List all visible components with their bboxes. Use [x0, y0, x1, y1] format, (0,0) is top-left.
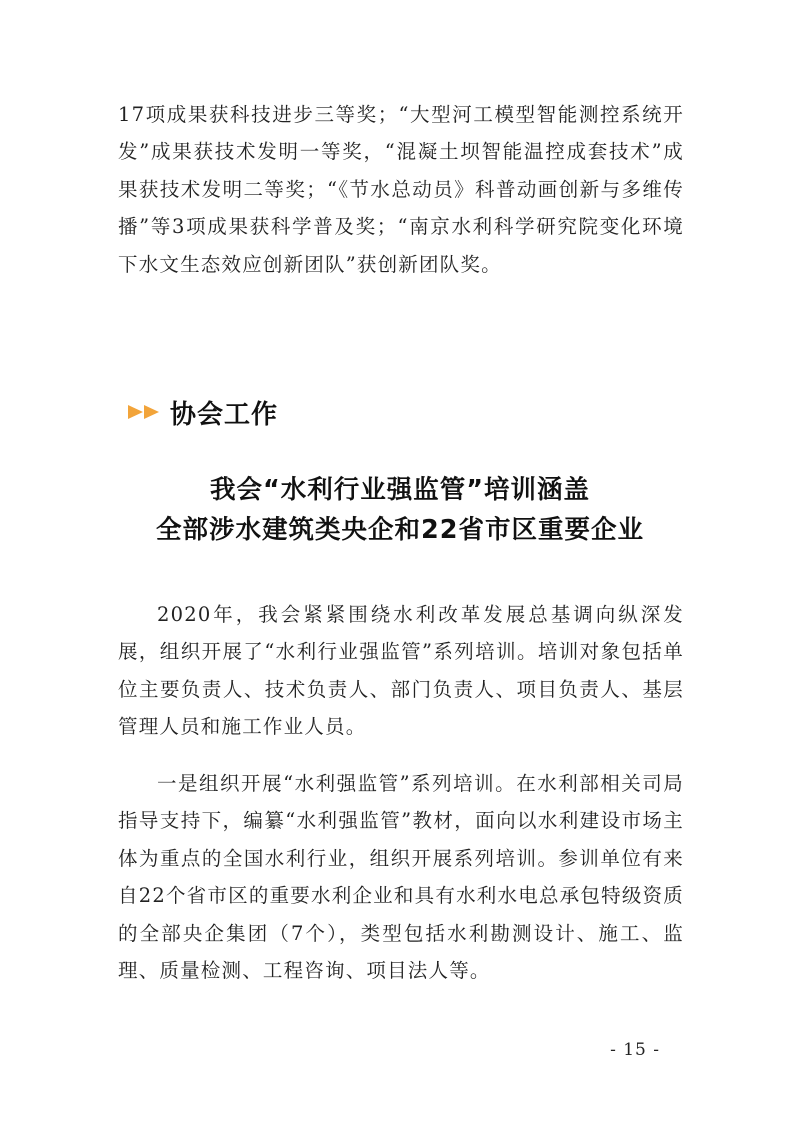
article-paragraph-1: 2020年，我会紧紧围绕水利改革发展总基调向纵深发展，组织开展了“水利行业强监管”系列培训。培训对象包括单位主要负责人、技术负责人、部门负责人、项目负责人、基层管理人员和施工作业人员。 [118, 603, 684, 739]
article-title-line-1: 我会“水利行业强监管”培训涵盖 [209, 475, 591, 505]
article-title [100, 470, 700, 550]
section-title: 协会工作 [170, 399, 279, 430]
page-number: - 15 - [610, 1040, 660, 1060]
section-heading [128, 392, 278, 432]
article-title-line-2: 全部涉水建筑类央企和22省市区重要企业 [156, 515, 644, 545]
intro-paragraph: 17项成果获科技进步三等奖；“大型河工模型智能测控系统开发”成果获技术发明一等奖，“混凝土坝智能温控成套技术”成果获技术发明二等奖；“《节水总动员》科普动画创新与多维传播”等3项成果获科学普及奖；“南京水利科学研究院变化环境下水文生态效应创新团队”获创新团队奖。 [118, 103, 684, 276]
article-paragraph-2: 一是组织开展“水利强监管”系列培训。在水利部相关司局指导支持下，编纂“水利强监管”教材，面向以水利建设市场主体为重点的全国水利行业，组织开展系列培训。参训单位有来自22个省市区的重要水利企业和具有水利水电总承包特级资质的全部央企集团（7个），类型包括水利勘测设计、施工、监理、质量检测、工程咨询、项目法人等。 [118, 772, 684, 983]
double-arrow-icon [128, 404, 162, 420]
